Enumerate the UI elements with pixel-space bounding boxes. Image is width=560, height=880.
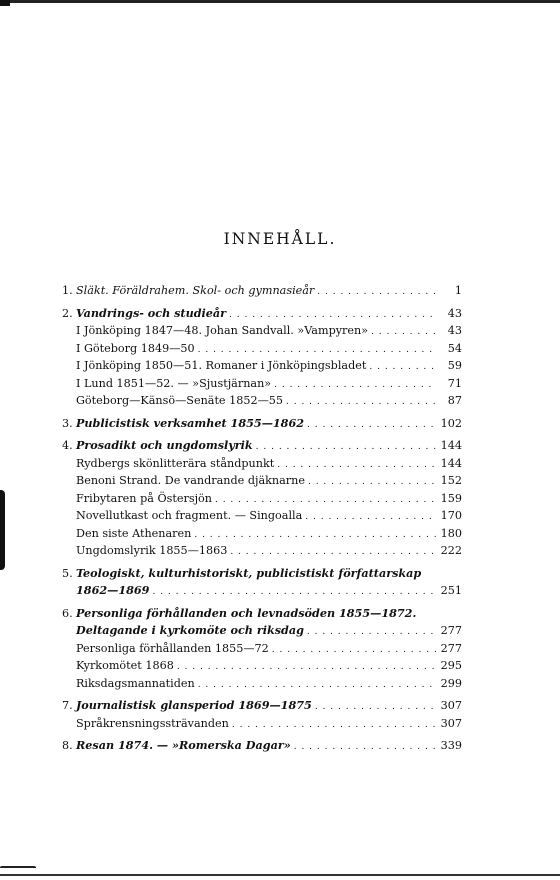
toc-subentry: [62, 525, 462, 543]
entry-title-continued: 1862—1869: [76, 583, 150, 597]
dot-leader: [307, 624, 437, 642]
dot-leader: [308, 474, 437, 492]
toc-entry-4: [62, 437, 462, 455]
dot-leader: [194, 527, 437, 545]
entry-title: Teologiskt, kulturhistoriskt, publicistiskt författarskap: [76, 565, 422, 580]
subentry-title: Ungdomslyrik 1855—1863: [76, 544, 228, 557]
subentry-title: Riksdagsmannatiden: [76, 676, 195, 690]
entry-number: 6.: [62, 606, 73, 620]
subentry-title: I Lund 1851—52. — »Sjustjärnan»: [76, 376, 272, 390]
entry-number: 4.: [62, 439, 73, 452]
dot-leader: [315, 699, 437, 717]
page-number: 299: [440, 676, 462, 690]
subentry-title: I Jönköping 1847—48. Johan Sandvall. »Vampyren»: [76, 324, 369, 337]
toc-subentry: [62, 472, 462, 490]
page-number: 277: [440, 624, 462, 637]
page-number: 170: [440, 509, 462, 522]
dot-leader: [371, 324, 437, 342]
dot-leader: [198, 677, 437, 695]
page-number: 152: [440, 474, 462, 487]
page-number: 222: [440, 544, 462, 557]
page-number: 307: [440, 699, 462, 712]
dot-leader: [286, 394, 437, 412]
subentry-title: Språkrensningssträvanden: [76, 716, 229, 730]
page-number: 144: [440, 439, 462, 452]
page-number: 54: [447, 341, 462, 355]
toc-entry-6-continued: [62, 622, 462, 640]
toc-subentry: [62, 375, 462, 393]
entry-title: Journalistisk glansperiod 1869—1875: [76, 698, 312, 712]
entry-title: Släkt. Föräldrahem. Skol- och gymnasieår: [76, 284, 315, 297]
page-number: 251: [440, 584, 462, 597]
page-number: 43: [447, 306, 462, 320]
entry-title: Resan 1874. — »Romerska Dagar»: [76, 738, 291, 752]
page-number: 277: [440, 641, 462, 655]
toc-subentry: [62, 357, 462, 375]
toc-entry-2: [62, 305, 462, 323]
entry-number: 1.: [62, 284, 73, 297]
page-number: 144: [440, 456, 462, 470]
entry-number: 5.: [62, 566, 73, 580]
toc-subentry: [62, 675, 462, 693]
toc-subentry: [62, 640, 462, 658]
subentry-title: Fribytaren på Östersjön: [76, 491, 212, 505]
toc-subentry: [62, 542, 462, 560]
entry-number: 2.: [62, 306, 73, 320]
binding-edge-mark: [0, 490, 5, 570]
dot-leader: [230, 544, 437, 562]
dot-leader: [274, 377, 437, 395]
toc-subentry: [62, 455, 462, 473]
page-top-edge: [0, 0, 560, 3]
dot-leader: [305, 509, 437, 527]
page-number: 295: [440, 659, 462, 672]
toc-entry-7: [62, 697, 462, 715]
toc-entry-3: [62, 415, 462, 433]
subentry-title: Göteborg—Känsö—Senäte 1852—55: [76, 394, 284, 407]
subentry-title: Kyrkomötet 1868: [76, 659, 174, 672]
page-number: 159: [440, 491, 462, 505]
subentry-title: Novellutkast och fragment. — Singoalla: [76, 509, 303, 522]
toc-subentry: [62, 715, 462, 733]
toc-subentry: [62, 392, 462, 410]
subentry-title: Den siste Athenaren: [76, 526, 192, 540]
subentry-title: Benoni Strand. De vandrande djäknarne: [76, 474, 305, 487]
dot-leader: [369, 359, 437, 377]
table-of-contents: [62, 282, 462, 755]
toc-entry-5-continued: [62, 582, 462, 600]
dot-leader: [177, 659, 437, 677]
page-number: 339: [440, 739, 462, 752]
toc-subentry: [62, 507, 462, 525]
entry-title: Personliga förhållanden och levnadsöden 1855—1872.: [76, 605, 417, 620]
toc-entry-5: [62, 565, 462, 583]
subentry-title: Personliga förhållanden 1855—72: [76, 641, 269, 655]
entry-number: 7.: [62, 699, 73, 712]
page-number: 180: [440, 526, 462, 540]
page-number: 1: [454, 284, 462, 297]
dot-leader: [317, 284, 437, 302]
dot-leader: [256, 439, 437, 457]
subentry-title: I Jönköping 1850—51. Romaner i Jönköpingsbladet: [76, 359, 367, 372]
toc-subentry: [62, 340, 462, 358]
page-bottom-edge: [0, 868, 560, 880]
entry-number: 8.: [62, 739, 73, 752]
entry-title: Publicistisk verksamhet 1855—1862: [76, 415, 305, 430]
page-number: 43: [447, 324, 462, 337]
entry-number: 3.: [62, 416, 73, 430]
dot-leader: [272, 642, 437, 660]
dot-leader: [307, 417, 437, 435]
dot-leader: [294, 739, 437, 757]
entry-title-continued: Deltagande i kyrkomöte och riksdag: [76, 623, 304, 637]
toc-subentry: [62, 490, 462, 508]
page-number: 59: [447, 359, 462, 372]
toc-subentry: [62, 657, 462, 675]
subentry-title: Rydbergs skönlitterära ståndpunkt: [76, 456, 275, 470]
entry-title: Prosadikt och ungdomslyrik: [76, 438, 253, 452]
subentry-title: I Göteborg 1849—50: [76, 341, 195, 355]
toc-entry-8: [62, 737, 462, 755]
toc-subentry: [62, 322, 462, 340]
toc-entry-6: [62, 605, 462, 623]
dot-leader: [152, 584, 437, 602]
page-title: INNEHÅLL.: [223, 230, 337, 248]
toc-entry-1: [62, 282, 462, 300]
page-number: 87: [447, 394, 462, 407]
page-number: 307: [440, 716, 462, 730]
page-number: 102: [440, 416, 462, 430]
dot-leader: [232, 717, 437, 735]
page-number: 71: [447, 376, 462, 390]
scan-mark: [0, 0, 10, 6]
entry-title: Vandrings- och studieår: [76, 305, 227, 320]
